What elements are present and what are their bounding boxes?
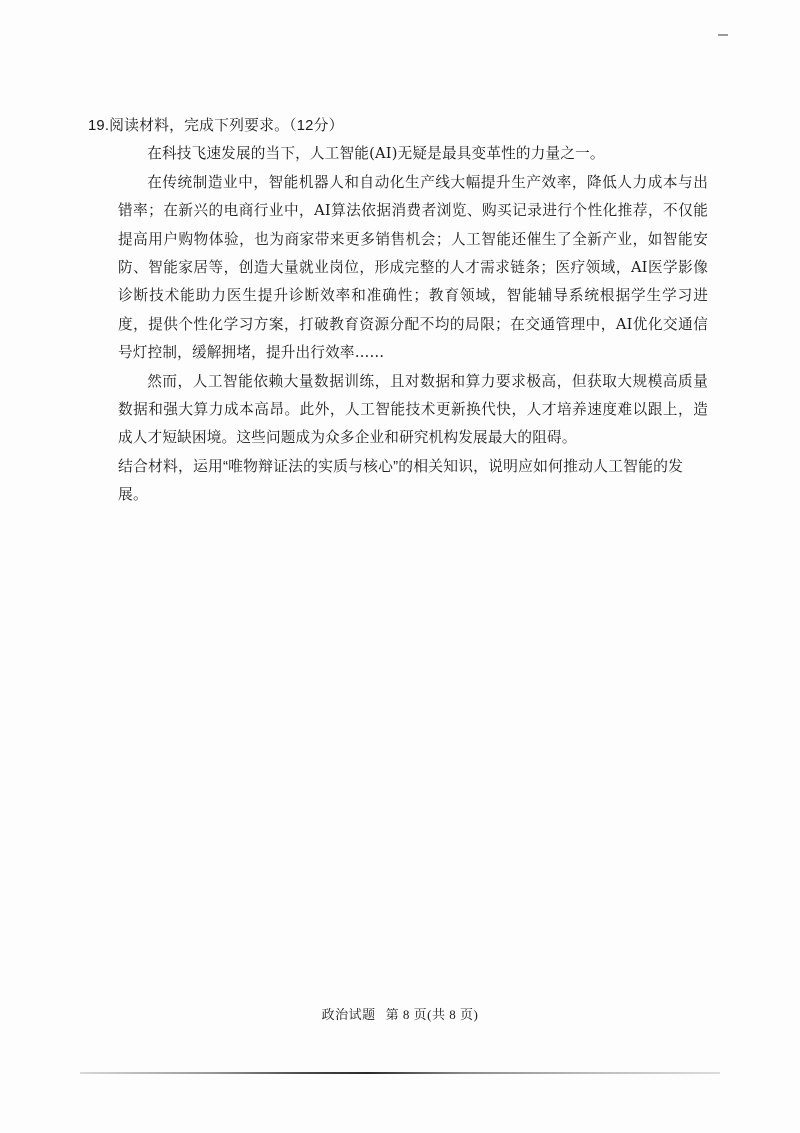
question-19	[88, 112, 708, 510]
corner-mark	[718, 34, 728, 36]
question-number: 19.	[88, 118, 110, 134]
question-header	[88, 112, 708, 140]
material-paragraph-1: 在科技飞速发展的当下，人工智能(AI)无疑是最具变革性的力量之一。	[147, 145, 605, 163]
bottom-divider	[80, 1072, 720, 1074]
question-task: 结合材料，运用“唯物辩证法的实质与核心”的相关知识，说明应如何推动人工智能的发展。	[118, 458, 684, 504]
page-footer	[0, 1004, 800, 1023]
footer-page-info: 第 8 页(共 8 页)	[385, 1007, 479, 1022]
question-prompt: 阅读材料，完成下列要求。（12分）	[109, 118, 344, 134]
material-paragraph-3: 然而，人工智能依赖大量数据训练，且对数据和算力要求极高，但获取大规模高质量数据和强大算力成本高昂。此外，人工智能技术更新换代快，人才培养速度难以跟上，造成人才短缺困境。这些问题成为众多企业和研究机构发展最大的阻碍。	[118, 372, 708, 447]
footer-subject: 政治试题	[321, 1007, 376, 1022]
material-paragraph-2: 在传统制造业中，智能机器人和自动化生产线大幅提升生产效率，降低人力成本与出错率；在新兴的电商行业中，AI算法依据消费者浏览、购买记录进行个性化推荐，不仅能提高用户购物体验，也为商家带来更多销售机会；人工智能还催生了全新产业，如智能安防、智能家居等，创造大量就业岗位，形成完整的人才需求链条；医疗领域，AI医学影像诊断技术能助力医生提升诊断效率和准确性；教育领域，智能辅导系统根据学生学习进度，提供个性化学习方案，打破教育资源分配不均的局限；在交通管理中，AI优化交通信号灯控制，缓解拥堵，提升出行效率……	[118, 173, 708, 362]
